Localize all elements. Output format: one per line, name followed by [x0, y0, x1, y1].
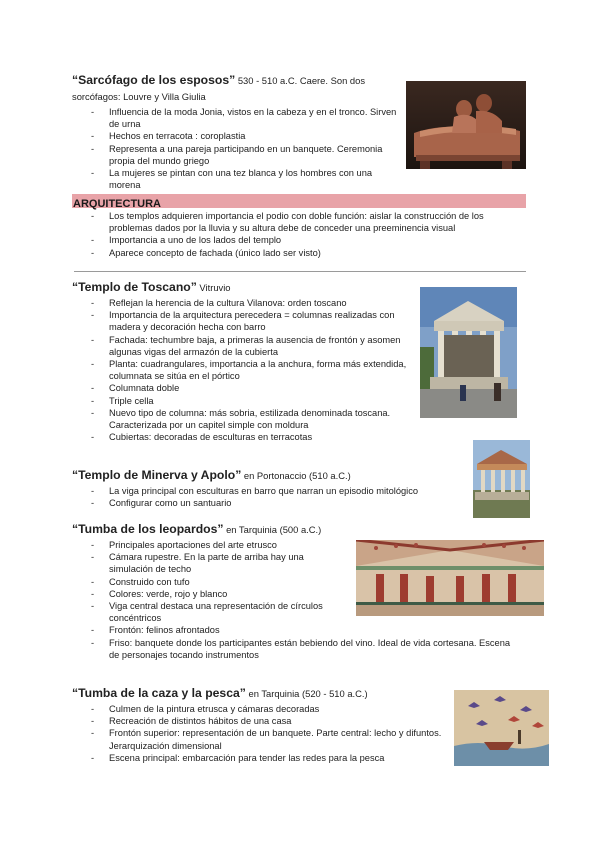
list-item: - Cámara rupestre. En la parte de arriba hay una simulación de techo [72, 551, 347, 575]
list-item: - Importancia a uno de los lados del templo [72, 234, 526, 246]
section-heading-bar [72, 194, 526, 208]
section-caza [72, 686, 452, 764]
bullet-list [72, 210, 526, 259]
list-item: - La viga principal con esculturas en barro que narran un episodio mitológico [72, 485, 472, 497]
divider [74, 271, 526, 272]
list-item: - Reflejan la herencia de la cultura Vilanova: orden toscano [72, 297, 412, 309]
list-item: - Planta: cuadrangulares, importancia a la anchura, forma más extendida, columnata se sitúa en el pórtico [72, 358, 412, 382]
bullet-list [72, 297, 412, 443]
section-title: “Tumba de la caza y la pesca” en Tarquinia (520 - 510 a.C.) [72, 686, 368, 700]
list-item: - Escena principal: embarcación para tender las redes para la pesca [72, 752, 452, 764]
list-item: - Aparece concepto de fachada (único lado ser visto) [72, 247, 526, 259]
tomb-hunting-fishing-photo [454, 690, 549, 766]
tomb-leopards-photo [356, 540, 544, 616]
list-item: - Columnata doble [72, 382, 412, 394]
bullet-list [72, 703, 452, 764]
minerva-temple-photo [473, 440, 530, 518]
list-item: - Hechos en terracota : coroplastia [72, 130, 402, 142]
list-item: - Frontón: felinos afrontados [72, 624, 349, 636]
bullet-list [72, 485, 472, 509]
section-arquitectura [72, 210, 526, 259]
temple-photo [420, 287, 517, 418]
section-minerva [72, 468, 472, 509]
list-item: - Construido con tufo [72, 576, 349, 588]
list-item: - Recreación de distintos hábitos de una casa [72, 715, 452, 727]
list-item: - La mujeres se pintan con una tez blanca y los hombres con una morena [72, 167, 402, 191]
bullet-list [72, 106, 402, 191]
list-item: - Cubiertas: decoradas de esculturas en terracotas [72, 431, 412, 443]
section-title: “Sarcófago de los esposos” 530 - 510 a.C. Caere. Son dos sorcófagos: Louvre y Villa Giulia [72, 73, 366, 102]
list-item: - Influencia de la moda Jonia, vistos en la cabeza y en el tronco. Sirven de urna [72, 106, 402, 130]
list-item: - Configurar como un santuario [72, 497, 472, 509]
list-item: - Fachada: techumbre baja, a primeras la ausencia de frontón y asomen algunas vigas del armazón de la cubierta [72, 334, 412, 358]
list-item: - Colores: verde, rojo y blanco [72, 588, 349, 600]
sarcophagus-photo [406, 81, 526, 169]
list-item: - Nuevo tipo de columna: más sobria, estilizada denominada toscana. Caracterizada por un capitel simple con moldura [72, 407, 412, 431]
section-title: “Templo de Toscano” Vitruvio [72, 280, 231, 294]
list-item: - Representa a una pareja participando en un banquete. Ceremonia propia del mundo griego [72, 143, 402, 167]
list-item: - Viga central destaca una representación de círculos concéntricos [72, 600, 349, 624]
list-item: - Triple cella [72, 395, 412, 407]
section-sarcofago [72, 73, 402, 191]
section-title: “Templo de Minerva y Apolo” en Portonaccio (510 a.C.) [72, 468, 351, 482]
list-item: - Los templos adquieren importancia el podio con doble función: aislar la construcción de los problemas dados por la lluvia y su altura debe de conceder una preeminencia visual [72, 210, 526, 234]
list-item: - Frontón superior: representación de un banquete. Parte central: lecho y difuntos. Jerarquización dimensional [72, 727, 452, 751]
section-toscano [72, 280, 412, 443]
section-title: “Tumba de los leopardos” en Tarquinia (500 a.C.) [72, 522, 322, 536]
list-item: - Principales aportaciones del arte etrusco [72, 539, 349, 551]
list-item: - Culmen de la pintura etrusca y cámaras decoradas [72, 703, 452, 715]
section-heading: ARQUITECTURA [73, 198, 161, 210]
list-item: - Importancia de la arquitectura perecedera = columnas realizadas con madera y decoración hecha con barro [72, 309, 412, 333]
list-item: - Friso: banquete donde los participantes están bebiendo del vino. Ideal de vida cortesana. Escena de personajes tocando instrumentos [72, 637, 520, 661]
